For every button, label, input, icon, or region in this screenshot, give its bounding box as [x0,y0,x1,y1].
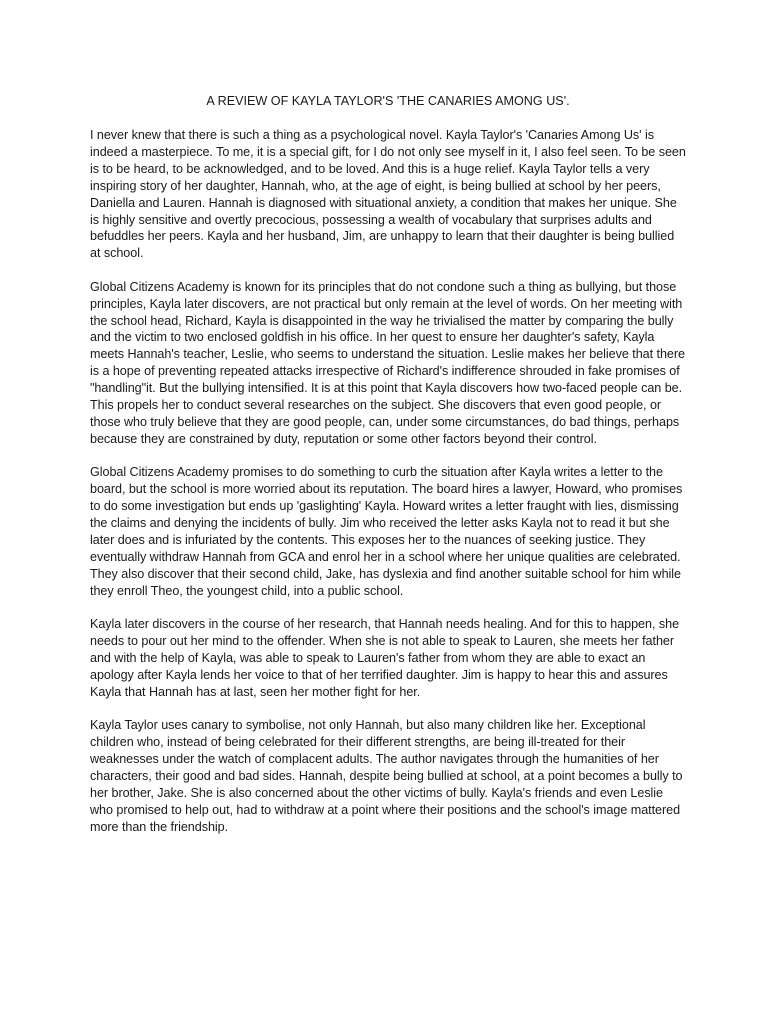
paragraph-2: Global Citizens Academy is known for its principles that do not condone such a thing as bullying, but those principles, Kayla later discovers, are not practical but only remain at the level of words. On her meeting with the school head, Richard, Kayla is disappointed in the way he trivialised the matter by comparing the bully and the victim to two enclosed goldfish in his office. In her quest to ensure her daughter's safety, Kayla meets Hannah's teacher, Leslie, who seems to understand the situation. Leslie makes her believe that there is a hope of preventing repeated attacks irrespective of Richard's indifference shrouded in fake promises of "handling"it. But the bullying intensified. It is at this point that Kayla discovers how two-faced people can be. This propels her to conduct several researches on the subject. She discovers that even good people, or those who truly believe that they are good people, can, under some circumstances, do bad things, perhaps because they are constrained by duty, reputation or some other factors beyond their control. [90,279,685,446]
paragraph-4: Kayla later discovers in the course of her research, that Hannah needs healing. And for this to happen, she needs to pour out her mind to the offender. When she is not able to speak to Lauren, she meets her father and with the help of Kayla, was able to speak to Lauren's father from whom they are able to exact an apology after Kayla lends her voice to that of her terrified daughter. Jim is happy to hear this and assures Kayla that Hannah has at last, seen her mother fight for her. [90,617,680,699]
paragraph-1: I never knew that there is such a thing as a psychological novel. Kayla Taylor's 'Canaries Among Us' is indeed a masterpiece. To me, it is a special gift, for I do not only see myself in it, I also feel seen. To be seen is to be heard, to be acknowledged, and to be loved. And this is a huge relief. Kayla Taylor tells a very inspiring story of her daughter, Hannah, who, at the age of eight, is being bullied at school by her peers, Daniella and Lauren. Hannah is diagnosed with situational anxiety, a condition that makes her unique. She is highly sensitive and overtly precocious, possessing a wealth of vocabulary that surprises adults and befuddles her peers. Kayla and her husband, Jim, are unhappy to learn that their daughter is being bullied at school. [90,128,686,261]
document-title: A REVIEW OF KAYLA TAYLOR'S 'THE CANARIES AMONG US'. [206,94,570,108]
paragraph-5: Kayla Taylor uses canary to symbolise, not only Hannah, but also many children like her. Exceptional children who, instead of being celebrated for their different strengths, are being ill-treated for their weaknesses under the watch of complacent adults. The author navigates through the humanities of her characters, their good and bad sides. Hannah, despite being bullied at school, at a point becomes a bully to her brother, Jake. She is also concerned about the other victims of bully. Kayla's friends and even Leslie who promised to help out, had to withdraw at a point where their positions and the school's image mattered more than the friendship. [90,718,683,834]
paragraph-3: Global Citizens Academy promises to do something to curb the situation after Kayla writes a letter to the board, but the school is more worried about its reputation. The board hires a lawyer, Howard, who promises to do some investigation but ends up 'gaslighting' Kayla. Howard writes a letter fraught with lies, dismissing the claims and denying the incidents of bully. Jim who received the letter asks Kayla not to read it but she later does and is infuriated by the contents. This exposes her to the nuances of seeking justice. They eventually withdraw Hannah from GCA and enrol her in a school where her unique qualities are celebrated. They also discover that their second child, Jake, has dyslexia and find another suitable school for him while they enroll Theo, the youngest child, into a public school. [90,465,683,598]
